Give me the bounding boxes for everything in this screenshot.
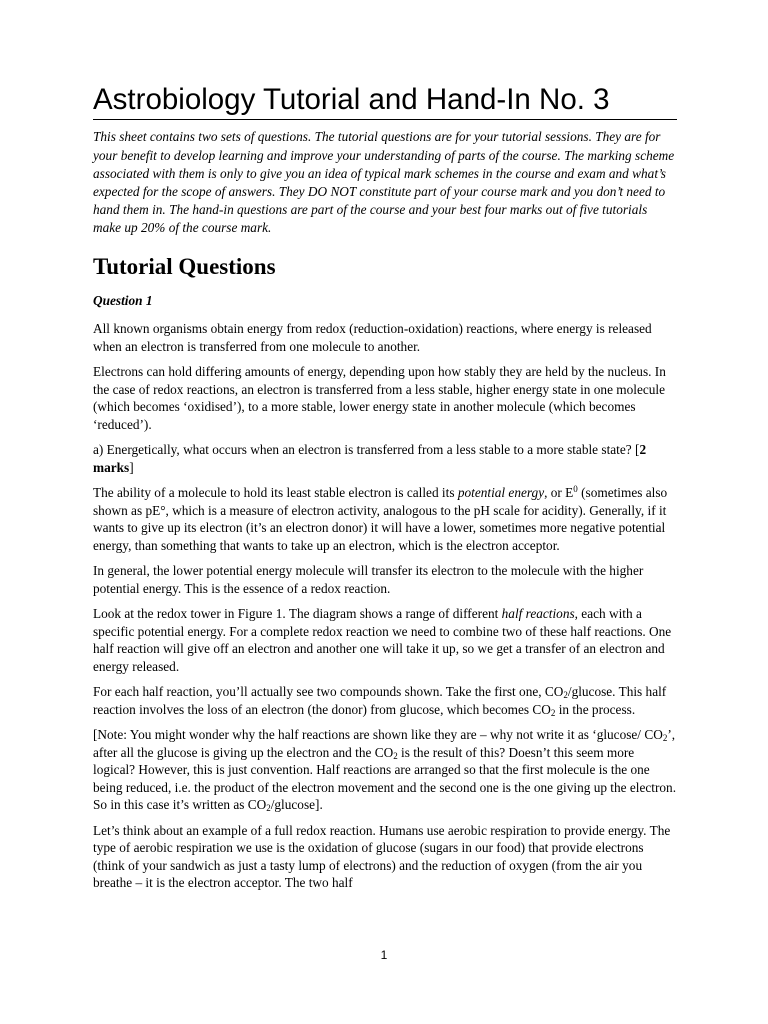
paragraph-redox-tower	[93, 605, 677, 675]
page-content	[93, 84, 677, 892]
page-number: 1	[380, 948, 388, 962]
question-a	[93, 441, 677, 476]
text-run: /glucose].	[270, 797, 323, 813]
question-a-text: a) Energetically, what occurs when an electron is transferred from a less stable to a more stable state? [	[93, 442, 640, 458]
question-a-marks: 2 marks	[93, 442, 647, 475]
paragraph-redox-intro: All known organisms obtain energy from redox (reduction-oxidation) reactions, where energy is released when an electron is transferred from one molecule to another.	[93, 321, 652, 354]
term-potential-energy: potential energy	[457, 485, 545, 501]
text-run: is the result of this? Doesn’t this seem more logical? However, this is just convention. Half reactions are arranged so that the first molecule is the one being reduced, i.e. the product of the electron movement and the second one is the one giving up the electron. So in this case it’s written as CO	[93, 744, 677, 813]
subscript: 2	[550, 707, 556, 718]
subscript: 2	[393, 750, 398, 761]
text-run: The ability of a molecule to hold its least stable electron is called its	[93, 485, 458, 501]
text-run: in the process.	[555, 701, 636, 717]
paragraph-redox-essence: In general, the lower potential energy molecule will transfer its electron to the molecule with the higher potential energy. This is the essence of a redox reaction.	[93, 563, 644, 596]
paragraph-full-redox-example: Let’s think about an example of a full redox reaction. Humans use aerobic respiration to provide energy. The type of aerobic respiration we use is the oxidation of glucose (sugars in our food) that provide electrons (think of your sandwich as just a tasty lump of electrons) and the reduction of oxygen (from the air you breathe – it is the electron acceptor. The two half	[93, 822, 671, 891]
paragraph-note	[93, 726, 677, 814]
text-run: ’, after all the glucose is giving up the electron and the CO	[93, 727, 676, 760]
term-half-reactions: half reactions	[501, 606, 575, 622]
text-run: Look at the redox tower in Figure 1. The diagram shows a range of different	[93, 606, 502, 622]
text-run: For each half reaction, you’ll actually see two compounds shown. Take the first one, CO	[93, 684, 564, 700]
document-title: Astrobiology Tutorial and Hand-In No. 3	[93, 84, 677, 120]
intro-paragraph: This sheet contains two sets of questions. The tutorial questions are for your tutorial sessions. They are for your benefit to develop learning and improve your understanding of parts of the course. The marking scheme associated with them is only to give you an idea of typical mark schemes in the course and exam and what’s expected for the scope of answers. They DO NOT constitute part of your course mark and you don’t need to hand them in. The hand-in questions are part of the course and your best four marks out of five tutorials make up 20% of the course mark.	[93, 129, 675, 236]
subscript: 2	[563, 690, 568, 701]
section-heading: Tutorial Questions	[93, 253, 276, 279]
paragraph-potential-energy	[93, 484, 677, 554]
question-heading: Question 1	[93, 293, 153, 309]
paragraph-electron-energy: Electrons can hold differing amounts of energy, depending upon how stably they are held by the nucleus. In the case of redox reactions, an electron is transferred from a less stable, higher energy state in one molecule (which becomes ‘oxidised’), to a more stable, lower energy state in another molecule (which becomes ‘reduced’).	[93, 364, 666, 432]
text-run: [Note: You might wonder why the half reactions are shown like they are – why not write it as ‘glucose/ CO	[93, 727, 663, 743]
paragraph-half-reaction	[93, 683, 677, 718]
text-run: , or E	[544, 485, 574, 501]
superscript: 0	[573, 484, 578, 495]
subscript: 2	[266, 803, 271, 814]
text-run: /glucose. This half reaction involves the loss of an electron (the donor) from glucose, which becomes CO	[93, 684, 667, 717]
text-run: (sometimes also shown as pE°, which is a measure of electron activity, analogous to the pH scale for acidity). Generally, if it wants to give up its electron (it’s an electron donor) it will have a lower, sometimes more negative potential energy, than something that wants to take up an electron, which is the electron acceptor.	[93, 485, 668, 553]
text-run: , each with a specific potential energy. For a complete redox reaction we need to combine two of these half reactions. One half reaction will give off an electron and another one will take it up, so we get a transfer of an electron and energy released.	[93, 606, 672, 674]
subscript: 2	[662, 733, 668, 744]
question-a-close: ]	[129, 459, 134, 475]
